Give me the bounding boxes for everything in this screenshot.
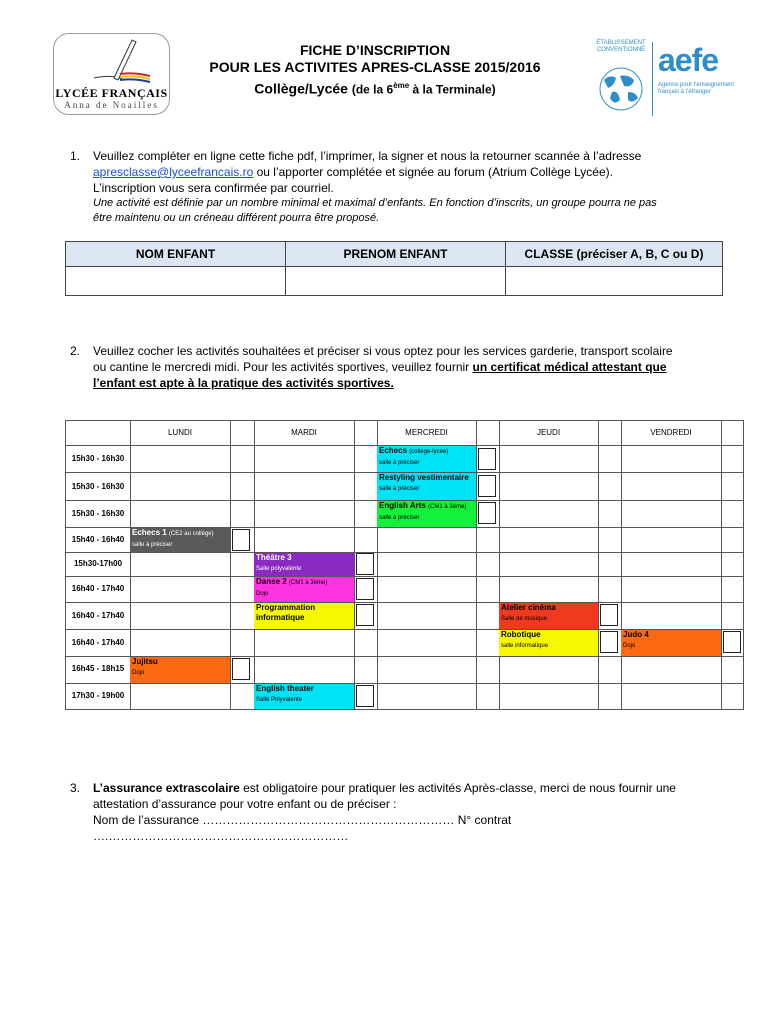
activity-room: salle à préciser xyxy=(379,515,420,521)
prenom-field[interactable] xyxy=(286,267,506,296)
activity-room: salle à préciser xyxy=(379,486,420,492)
medical-certificate-notice: un certificat médical attestant que xyxy=(472,360,667,374)
activity-room: salle à préciser xyxy=(132,542,173,548)
checkbox-echecs-mercredi[interactable] xyxy=(478,448,496,470)
section-1-line-2-rest: ou l’apporter complétée et signée au forum (Atrium Collège Lycée). xyxy=(253,165,613,179)
title-range-a: (de la 6 xyxy=(351,82,394,97)
title-line-1: FICHE D’INSCRIPTION xyxy=(299,42,451,58)
email-link[interactable]: apresclasse@lyceefrancais.ro xyxy=(93,165,254,179)
title-range-sup: ème xyxy=(393,81,410,90)
section-1-number: 1. xyxy=(70,149,81,163)
checkbox-english-arts[interactable] xyxy=(478,502,496,524)
activity-room: Salle polyvalente xyxy=(256,566,302,572)
logo-brand-text: LYCÉE FRANÇAIS xyxy=(55,86,168,100)
identity-table xyxy=(65,241,723,296)
activity-echecs-1 xyxy=(130,528,230,552)
section-1-line-2 xyxy=(93,164,753,180)
section-1-note-2: être maintenu ou un créneau différent pourra être proposé. xyxy=(93,212,380,224)
insurance-fields[interactable]: Nom de l’assurance ……………………………………………………… N° contrat ….…………………………………………………… xyxy=(93,813,512,843)
title-line-3 xyxy=(180,76,570,100)
section-3-line-2: attestation d’assurance pour votre enfant ou de préciser : xyxy=(93,797,397,811)
activity-room: Salle de musique xyxy=(501,616,548,622)
time-slot: 16h40 - 17h40 xyxy=(71,611,125,620)
time-slot: 15h40 - 16h40 xyxy=(71,535,125,544)
lycee-logo xyxy=(53,33,170,115)
section-2-line-1: Veuillez cocher les activités souhaitées et préciser si vous optez pour les services garderie, transport scolaire xyxy=(93,344,673,358)
activity-judo-4 xyxy=(621,630,721,656)
activity-extra: (CM1 à 3ème) xyxy=(288,580,328,586)
document-title xyxy=(180,42,570,100)
day-header-mardi: MARDI xyxy=(291,428,317,437)
checkbox-robotique[interactable] xyxy=(600,631,618,653)
time-slot: 17h30 - 19h00 xyxy=(71,691,125,700)
section-2-line-2 xyxy=(93,359,753,375)
section-1-note-1: Une activité est définie par un nombre minimal et maximal d’enfants. En fonction d’inscrits, un groupe pourra ne pas xyxy=(93,197,657,209)
activity-extra: (CE2 au collège) xyxy=(168,531,214,537)
checkbox-theatre-3[interactable] xyxy=(356,553,374,575)
checkbox-judo-4[interactable] xyxy=(723,631,741,653)
time-slot: 16h45 - 18h15 xyxy=(71,664,125,673)
activity-danse-2 xyxy=(254,577,354,602)
section-3-line-1 xyxy=(93,780,753,796)
activity-name: Danse 2 xyxy=(256,577,287,586)
activity-name: Robotique xyxy=(501,630,541,639)
checkbox-atelier-cinema[interactable] xyxy=(600,604,618,626)
time-slot: 15h30 - 16h30 xyxy=(71,482,125,491)
activity-schedule xyxy=(65,420,744,710)
aefe-logo-text: aefe xyxy=(658,42,719,78)
empty-cell xyxy=(232,449,250,471)
activity-programmation xyxy=(254,603,354,629)
activity-room: salle à préciser xyxy=(379,460,420,466)
activity-atelier-cinema xyxy=(499,603,598,629)
nom-field[interactable] xyxy=(66,267,286,296)
pen-icon xyxy=(54,34,169,86)
day-header-lundi: LUNDI xyxy=(167,428,192,437)
activity-name: Théâtre 3 xyxy=(256,553,292,562)
checkbox-echecs-1[interactable] xyxy=(232,529,250,551)
activity-room: Dojo xyxy=(132,670,145,676)
header-nom: NOM ENFANT xyxy=(66,242,286,267)
title-range-b: à la Terminale) xyxy=(409,82,496,97)
classe-field[interactable] xyxy=(506,267,723,296)
section-2-number: 2. xyxy=(70,344,81,358)
activity-name: Echecs xyxy=(379,446,408,455)
checkbox-english-theater[interactable] xyxy=(356,685,374,707)
activity-name: Echecs 1 xyxy=(132,528,167,537)
section-3-line-1-rest: est obligatoire pour pratiquer les activités Après-classe, merci de nous fournir une xyxy=(239,781,676,795)
checkbox-programmation[interactable] xyxy=(356,604,374,626)
checkbox-jujitsu[interactable] xyxy=(232,658,250,680)
activity-name: English Arts xyxy=(379,501,426,510)
header-classe: CLASSE (préciser A, B, C ou D) xyxy=(506,242,723,267)
activity-room: Dojo xyxy=(623,643,636,649)
section-2-line-3: l’enfant est apte à la pratique des activités sportives. xyxy=(93,376,394,390)
logo-subtitle: Anna de Noailles xyxy=(64,100,159,110)
title-line-2: POUR LES ACTIVITES APRES-CLASSE 2015/2016 xyxy=(209,59,541,75)
checkbox-danse-2[interactable] xyxy=(356,578,374,600)
time-slot: 15h30-17h00 xyxy=(73,559,123,568)
activity-english-theater xyxy=(254,684,354,709)
section-1-line-1: Veuillez compléter en ligne cette fiche pdf, l’imprimer, la signer et nous la retourner scannée à l’adresse xyxy=(93,149,642,163)
activity-room: Dojo xyxy=(256,591,269,597)
activity-extra: (collège-lycée) xyxy=(409,449,449,455)
activity-english-arts xyxy=(377,501,476,527)
time-slot: 16h40 - 17h40 xyxy=(71,584,125,593)
activity-robotique xyxy=(499,630,598,656)
day-header-vendredi: VENDREDI xyxy=(650,428,692,437)
time-slot: 15h30 - 16h30 xyxy=(71,454,125,463)
day-header-mercredi: MERCREDI xyxy=(405,428,448,437)
activity-restyling xyxy=(377,473,476,500)
activity-name: Programmation informatique xyxy=(256,603,316,622)
aefe-establishment-label: ÉTABLISSEMENT CONVENTIONNÉ xyxy=(596,40,646,53)
section-1-line-3: L’inscription vous sera confirmée par courriel. xyxy=(93,181,334,195)
activity-jujitsu xyxy=(130,657,230,683)
activity-echecs-mercredi xyxy=(377,446,476,472)
activity-name: Atelier cinéma xyxy=(501,603,556,612)
activity-name: Restyling vestimentaire xyxy=(379,473,469,482)
header-prenom: PRENOM ENFANT xyxy=(286,242,506,267)
activity-name: English theater xyxy=(256,684,314,693)
aefe-tagline: Agence pour l’enseignement français à l’étranger xyxy=(658,82,735,95)
activity-name: Jujitsu xyxy=(132,657,158,666)
time-slot: 15h30 - 16h30 xyxy=(71,509,125,518)
title-level: Collège/Lycée xyxy=(254,80,348,97)
globe-icon xyxy=(594,66,648,112)
activity-theatre-3 xyxy=(254,553,354,576)
activity-name: Judo 4 xyxy=(623,630,649,639)
day-header-jeudi: JEUDI xyxy=(536,428,561,437)
checkbox-restyling[interactable] xyxy=(478,475,496,497)
section-3-number: 3. xyxy=(70,781,81,795)
activity-room: salle informatique xyxy=(501,643,549,649)
aefe-divider xyxy=(652,42,653,116)
section-2-line-2-text: ou cantine le mercredi midi. Pour les activités sportives, veuillez fournir xyxy=(93,360,473,374)
activity-extra: (CM1 à 3ème) xyxy=(428,504,467,510)
activity-room: Salle Polyvalente xyxy=(256,697,303,703)
insurance-label: L’assurance extrascolaire xyxy=(93,781,240,795)
time-slot: 16h40 - 17h40 xyxy=(71,638,125,647)
